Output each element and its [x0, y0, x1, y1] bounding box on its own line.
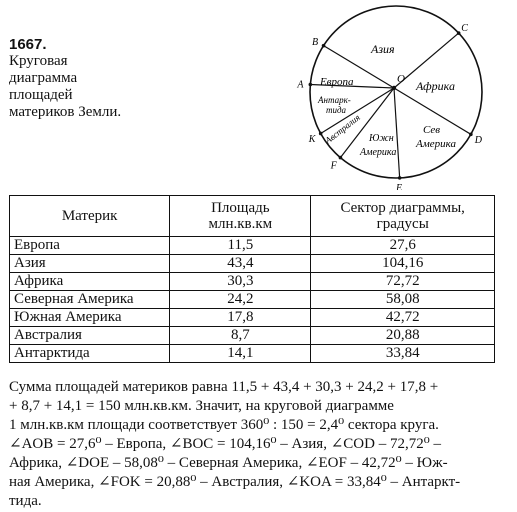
pie-point-e — [398, 176, 402, 180]
cell-area: 11,5 — [170, 237, 311, 255]
solution-line: + 8,7 + 14,1 = 150 млн.кв.км. Значит, на круговой диаграмме — [9, 398, 394, 414]
pie-point-c — [457, 31, 461, 35]
cell-sector: 58,08 — [311, 291, 495, 309]
sector-label-n-america-1: Сев — [423, 124, 441, 136]
pie-point-label-e: E — [396, 182, 403, 190]
pie-point-label-f: F — [330, 160, 337, 172]
sector-label-s-america-2: Америка — [360, 147, 397, 158]
table-row — [10, 291, 495, 309]
problem-number: 1667. — [9, 36, 47, 53]
sector-label-asia: Азия — [371, 42, 395, 56]
pie-point-label-c: C — [461, 22, 468, 34]
header-sector — [311, 196, 495, 237]
cell-sector: 20,88 — [311, 327, 495, 345]
sector-label-australia: Австралия — [323, 112, 362, 146]
cell-sector: 42,72 — [311, 309, 495, 327]
problem-statement — [9, 36, 159, 121]
cell-continent: Африка — [10, 273, 170, 291]
pie-center-label: O — [397, 73, 405, 85]
problem-line: площадей — [9, 87, 73, 103]
cell-continent: Азия — [10, 255, 170, 273]
table-row — [10, 327, 495, 345]
pie-point-label-k: K — [308, 133, 316, 145]
pie-point-label-b: B — [311, 36, 319, 48]
pie-point-a — [309, 83, 313, 87]
pie-center-point — [392, 86, 396, 90]
cell-sector: 72,72 — [311, 273, 495, 291]
problem-line: диаграмма — [9, 70, 78, 86]
solution-text — [9, 378, 499, 511]
cell-continent: Австралия — [10, 327, 170, 345]
cell-continent: Южная Америка — [10, 309, 170, 327]
table-row — [10, 309, 495, 327]
cell-area: 14,1 — [170, 345, 311, 363]
pie-chart — [296, 4, 496, 190]
sector-label-n-america-2: Америка — [416, 138, 456, 150]
continents-table — [9, 195, 495, 363]
cell-area: 17,8 — [170, 309, 311, 327]
header-area — [170, 196, 311, 237]
sector-label-s-america-1: Южн — [369, 133, 394, 144]
solution-line: ∠AOB = 27,6⁰ – Европа, ∠BOC = 104,16⁰ – Азия, ∠COD – 72,72⁰ – — [9, 436, 441, 452]
table-row — [10, 255, 495, 273]
header-continent: Материк — [10, 196, 170, 237]
sector-label-europe: Европа — [320, 76, 354, 88]
table-row — [10, 345, 495, 363]
header-area-line: млн.кв.км — [208, 216, 273, 232]
cell-area: 24,2 — [170, 291, 311, 309]
sector-label-africa: Африка — [416, 79, 455, 93]
header-sector-line: градусы — [376, 216, 429, 232]
header-sector-line: Сектор диаграммы, — [340, 200, 465, 216]
cell-sector: 104,16 — [311, 255, 495, 273]
sector-label-antarctica-2: тида — [326, 105, 347, 115]
pie-point-f — [339, 156, 343, 160]
cell-sector: 33,84 — [311, 345, 495, 363]
cell-sector: 27,6 — [311, 237, 495, 255]
solution-line: 1 млн.кв.км площади соответствует 360⁰ : 150 = 2,4⁰ сектора круга. — [9, 417, 439, 433]
sector-label-antarctica-1: Антарк- — [318, 95, 351, 105]
solution-line: ная Америка, ∠FOK = 20,88⁰ – Австралия, ∠KOA = 33,84⁰ – Антаркт- — [9, 474, 461, 490]
cell-area: 43,4 — [170, 255, 311, 273]
solution-line: тида. — [9, 493, 42, 509]
problem-line: Круговая — [9, 53, 68, 69]
table-header-row — [10, 196, 495, 237]
problem-line: материков Земли. — [9, 104, 122, 120]
cell-continent: Европа — [10, 237, 170, 255]
pie-point-k — [319, 132, 323, 136]
cell-area: 8,7 — [170, 327, 311, 345]
cell-area: 30,3 — [170, 273, 311, 291]
solution-line: Африка, ∠DOE – 58,08⁰ – Северная Америка, ∠EOF – 42,72⁰ – Юж- — [9, 455, 448, 471]
cell-continent: Антарктида — [10, 345, 170, 363]
cell-continent: Северная Америка — [10, 291, 170, 309]
solution-line: Сумма площадей материков равна 11,5 + 43,4 + 30,3 + 24,2 + 17,8 + — [9, 379, 439, 395]
header-area-line: Площадь — [211, 200, 270, 216]
pie-point-b — [322, 44, 326, 48]
pie-point-label-a: A — [297, 79, 304, 91]
pie-point-label-d: D — [474, 134, 482, 146]
table-row — [10, 237, 495, 255]
pie-point-d — [469, 133, 473, 137]
pie-radius-e — [394, 88, 400, 178]
table-row — [10, 273, 495, 291]
